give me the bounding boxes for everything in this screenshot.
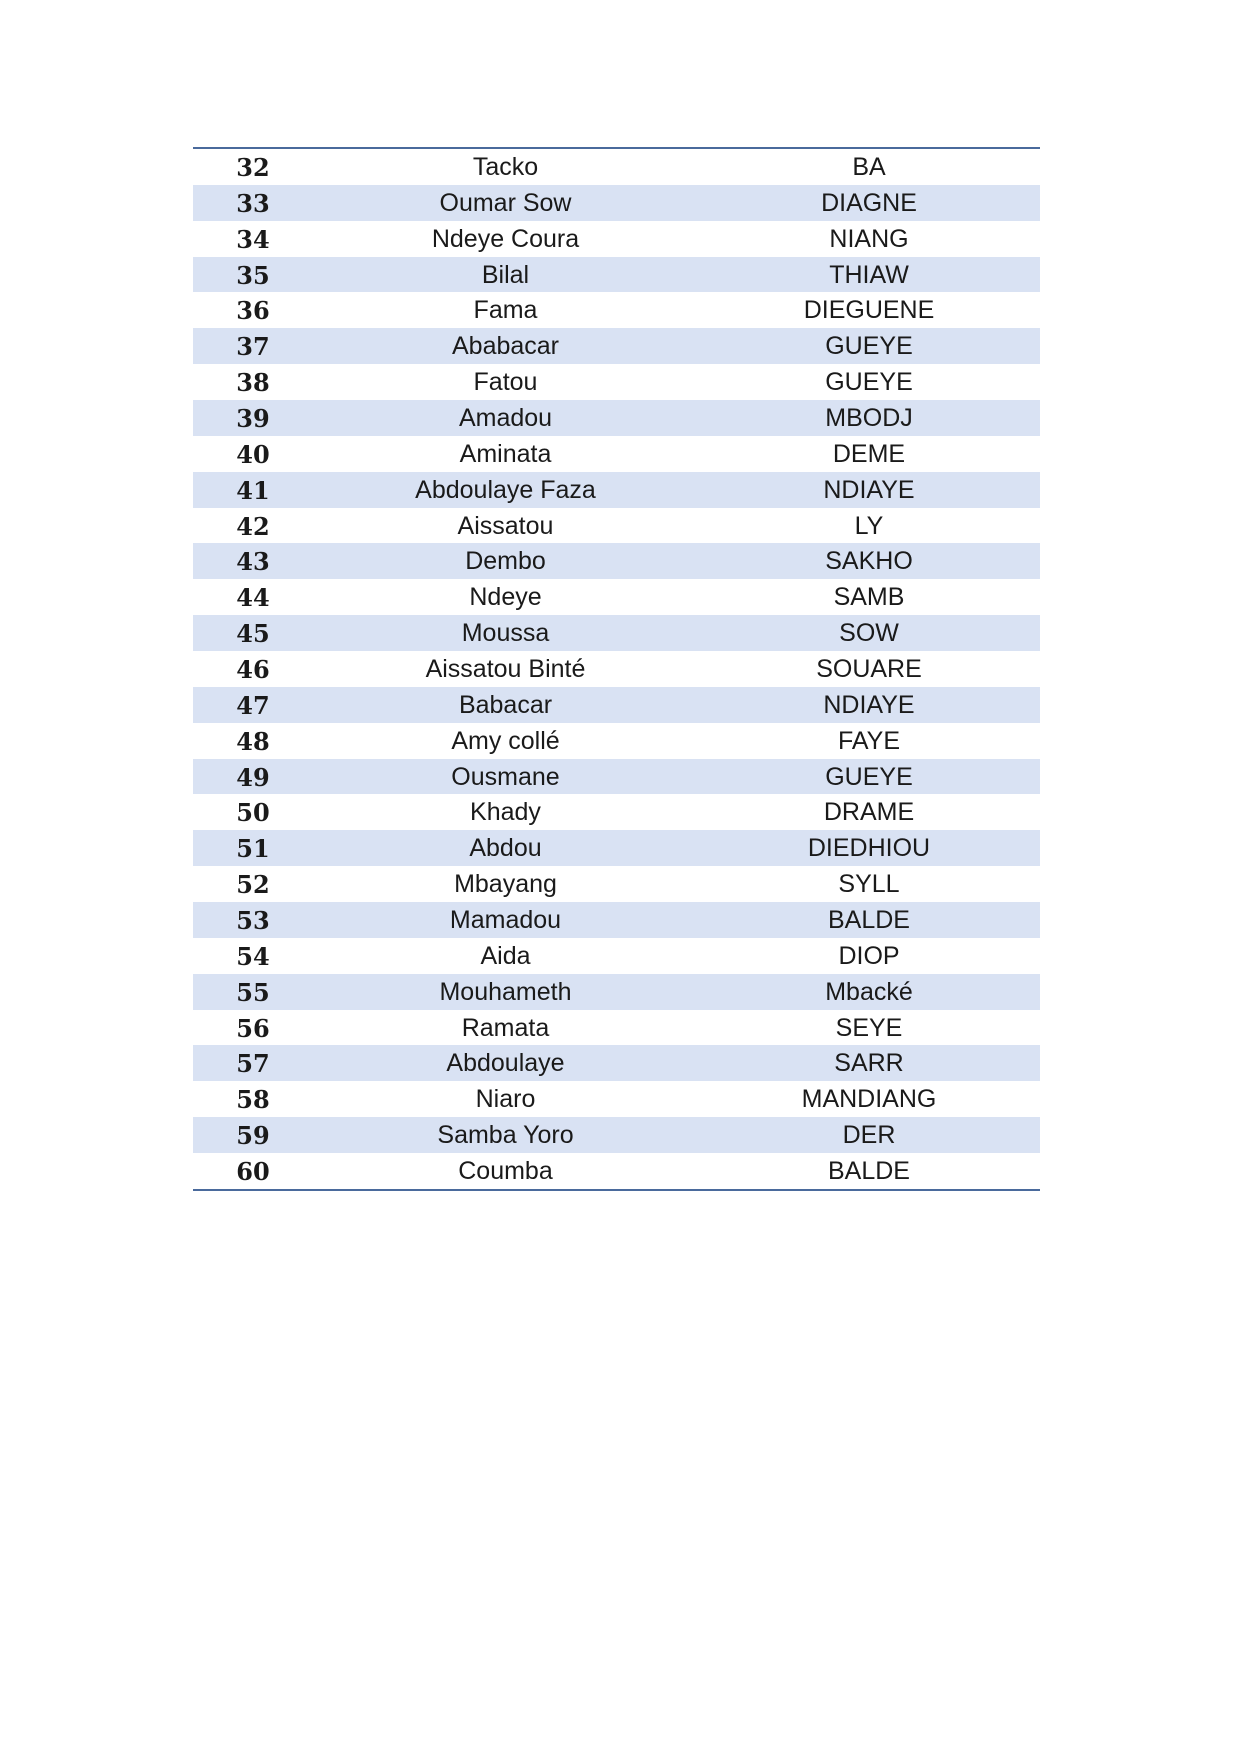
first-name: Dembo [465,547,546,576]
first-name: Ndeye [469,583,542,612]
table-row [193,579,1040,615]
first-name: Ousmane [451,762,560,791]
last-name: GUEYE [825,762,913,791]
table-row [193,328,1040,364]
table-row [193,974,1040,1010]
first-name: Mamadou [449,906,562,935]
table-row [193,1153,1040,1189]
table-row [193,364,1040,400]
first-name: Moussa [461,619,550,648]
first-name: Oumar Sow [439,188,572,217]
table-row [193,1081,1040,1117]
last-name: GUEYE [825,332,913,361]
row-number: 40 [236,439,270,469]
table-row [193,866,1040,902]
table-row [193,221,1040,257]
table-row [193,292,1040,328]
row-number: 46 [236,655,270,685]
row-number: 39 [236,404,270,434]
last-name: SOW [839,619,899,648]
table-row [193,472,1040,508]
table-row [193,149,1040,185]
table-row [193,615,1040,651]
row-number: 47 [236,690,270,720]
row-number: 48 [236,726,270,756]
table-row [193,938,1040,974]
first-name: Aissatou Binté [425,655,586,684]
last-name: THIAW [829,260,909,289]
table-row [193,759,1040,795]
table-row [193,508,1040,544]
row-number: 59 [236,1121,270,1151]
last-name: NIANG [829,224,909,253]
table-row [193,543,1040,579]
first-name: Bilal [481,260,530,289]
first-name: Mbayang [454,870,557,899]
last-name: NDIAYE [823,690,915,719]
first-name: Mouhameth [439,977,572,1006]
table-row [193,723,1040,759]
last-name: DRAME [823,798,915,827]
row-number: 53 [236,906,270,936]
last-name: DIAGNE [821,188,917,217]
first-name: Aminata [459,439,552,468]
row-number: 42 [236,511,270,541]
table-row [193,902,1040,938]
last-name: DIOP [838,941,900,970]
table-row [193,1045,1040,1081]
first-name: Tacko [472,153,539,181]
row-number: 37 [236,332,270,362]
row-number: 54 [236,941,270,971]
last-name: MBODJ [825,404,913,433]
row-number: 32 [236,153,270,182]
first-name: Khady [470,798,541,827]
first-name: Aida [480,941,531,970]
first-name: Babacar [458,690,553,719]
first-name: Abdou [469,834,542,863]
last-name: DEME [832,439,906,468]
first-name: Ababacar [451,332,560,361]
first-name: Ndeye Coura [431,224,580,253]
row-number: 57 [236,1049,270,1079]
last-name: GUEYE [825,368,913,397]
last-name: SOUARE [816,655,922,684]
row-number: 34 [236,224,270,254]
first-name: Coumba [458,1157,553,1186]
first-name: Aissatou [457,511,554,540]
row-number: 50 [236,798,270,828]
first-name: Samba Yoro [437,1121,574,1150]
last-name: DIEDHIOU [807,834,931,863]
last-name: SEYE [835,1013,903,1042]
first-name: Fatou [473,368,538,397]
table-row [193,794,1040,830]
last-name: FAYE [837,726,901,755]
first-name: Abdoulaye Faza [415,475,596,504]
row-number: 58 [236,1085,270,1115]
last-name: DER [842,1121,896,1150]
last-name: MANDIANG [801,1085,937,1114]
last-name: Mbacké [825,977,913,1006]
row-number: 45 [236,619,270,649]
row-number: 49 [236,762,270,792]
row-number: 55 [236,977,270,1007]
table-row [193,830,1040,866]
row-number: 43 [236,547,270,577]
last-name: SAMB [833,583,905,612]
first-name: Amadou [458,404,553,433]
table-row [193,185,1040,221]
first-name: Amy collé [451,726,560,755]
row-number: 41 [236,475,270,505]
row-number: 35 [236,260,270,290]
last-name: SAKHO [825,547,913,576]
row-number: 60 [236,1157,270,1187]
row-number: 52 [236,870,270,900]
first-name: Ramata [461,1013,550,1042]
last-name: NDIAYE [823,475,915,504]
table-row [193,1010,1040,1046]
table-row [193,651,1040,687]
last-name: SARR [834,1049,904,1078]
table-row [193,436,1040,472]
table-row [193,1117,1040,1153]
row-number: 56 [236,1013,270,1043]
row-number: 36 [236,296,270,326]
last-name: BALDE [828,906,910,935]
row-number: 33 [236,188,270,218]
row-number: 44 [236,583,270,613]
last-name: BALDE [828,1157,910,1186]
row-number: 51 [236,834,270,864]
names-table [193,147,1040,1191]
table-row [193,400,1040,436]
row-number: 38 [236,368,270,398]
first-name: Abdoulaye [446,1049,565,1078]
last-name: DIEGUENE [803,296,935,325]
last-name: SYLL [838,870,900,899]
last-name: BA [852,153,886,181]
first-name: Fama [473,296,538,325]
first-name: Niaro [475,1085,536,1114]
last-name: LY [854,511,884,540]
table-row [193,257,1040,293]
table-row [193,687,1040,723]
